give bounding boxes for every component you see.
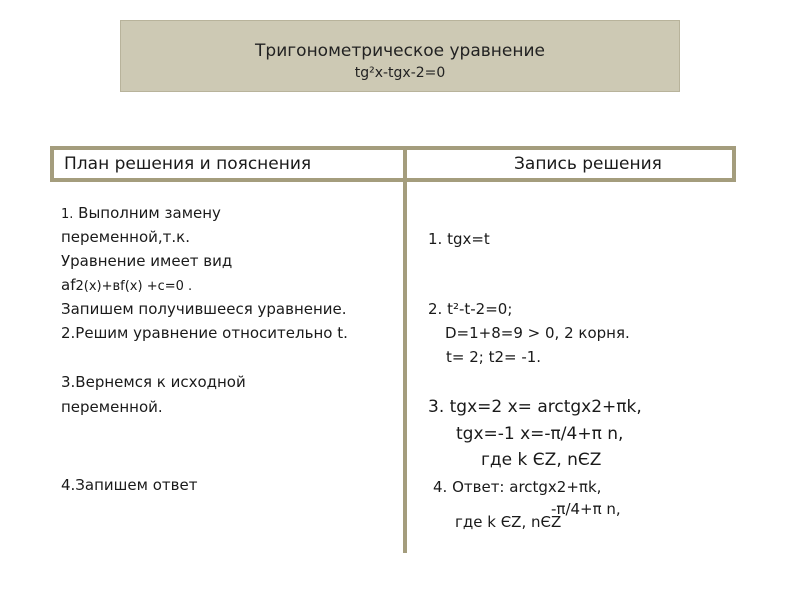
title-main: Тригонометрическое уравнение bbox=[255, 41, 545, 61]
right-line-7: где k ЄZ, nЄZ bbox=[481, 450, 602, 470]
left-line-4 bbox=[61, 275, 192, 297]
left-line-9: 4.Запишем ответ bbox=[61, 476, 198, 494]
right-line-2: 2. t²-t-2=0; bbox=[428, 300, 513, 318]
title-equation: tg²x-tgx-2=0 bbox=[354, 65, 446, 81]
left-line-1-number: 1. bbox=[61, 207, 74, 222]
right-line-5: 3. tgx=2 x= arctgx2+πk, bbox=[428, 397, 642, 417]
left-line-1-text: Выполним замену bbox=[73, 204, 221, 222]
left-line-6: 2.Решим уравнение относительно t. bbox=[61, 324, 348, 342]
right-line-4: t= 2; t2= -1. bbox=[446, 348, 542, 366]
column-divider bbox=[403, 150, 407, 553]
left-line-4-b: 2(x)+вf(x) +c=0 . bbox=[75, 279, 193, 294]
header-solution: Запись решения bbox=[514, 154, 662, 174]
left-line-7: 3.Вернемся к исходной bbox=[61, 373, 246, 391]
right-line-1: 1. tgx=t bbox=[428, 230, 490, 248]
left-line-8: переменной. bbox=[61, 398, 163, 416]
right-line-3: D=1+8=9 > 0, 2 корня. bbox=[445, 324, 630, 342]
title-panel bbox=[120, 20, 680, 92]
left-line-5: Запишем получившееся уравнение. bbox=[61, 300, 347, 318]
left-line-4-a: af bbox=[61, 276, 76, 294]
header-plan: План решения и пояснения bbox=[64, 154, 312, 174]
left-line-2: переменной,т.к. bbox=[61, 228, 190, 246]
left-line-3: Уравнение имеет вид bbox=[61, 252, 233, 270]
right-line-10: где k ЄZ, nЄZ bbox=[455, 513, 562, 531]
right-line-8: 4. Ответ: arctgx2+πk, bbox=[433, 478, 602, 496]
right-line-6: tgx=-1 x=-π/4+π n, bbox=[456, 424, 624, 444]
right-line-9: -π/4+π n, bbox=[551, 500, 621, 518]
table-header bbox=[50, 146, 736, 182]
left-line-1 bbox=[61, 203, 221, 225]
